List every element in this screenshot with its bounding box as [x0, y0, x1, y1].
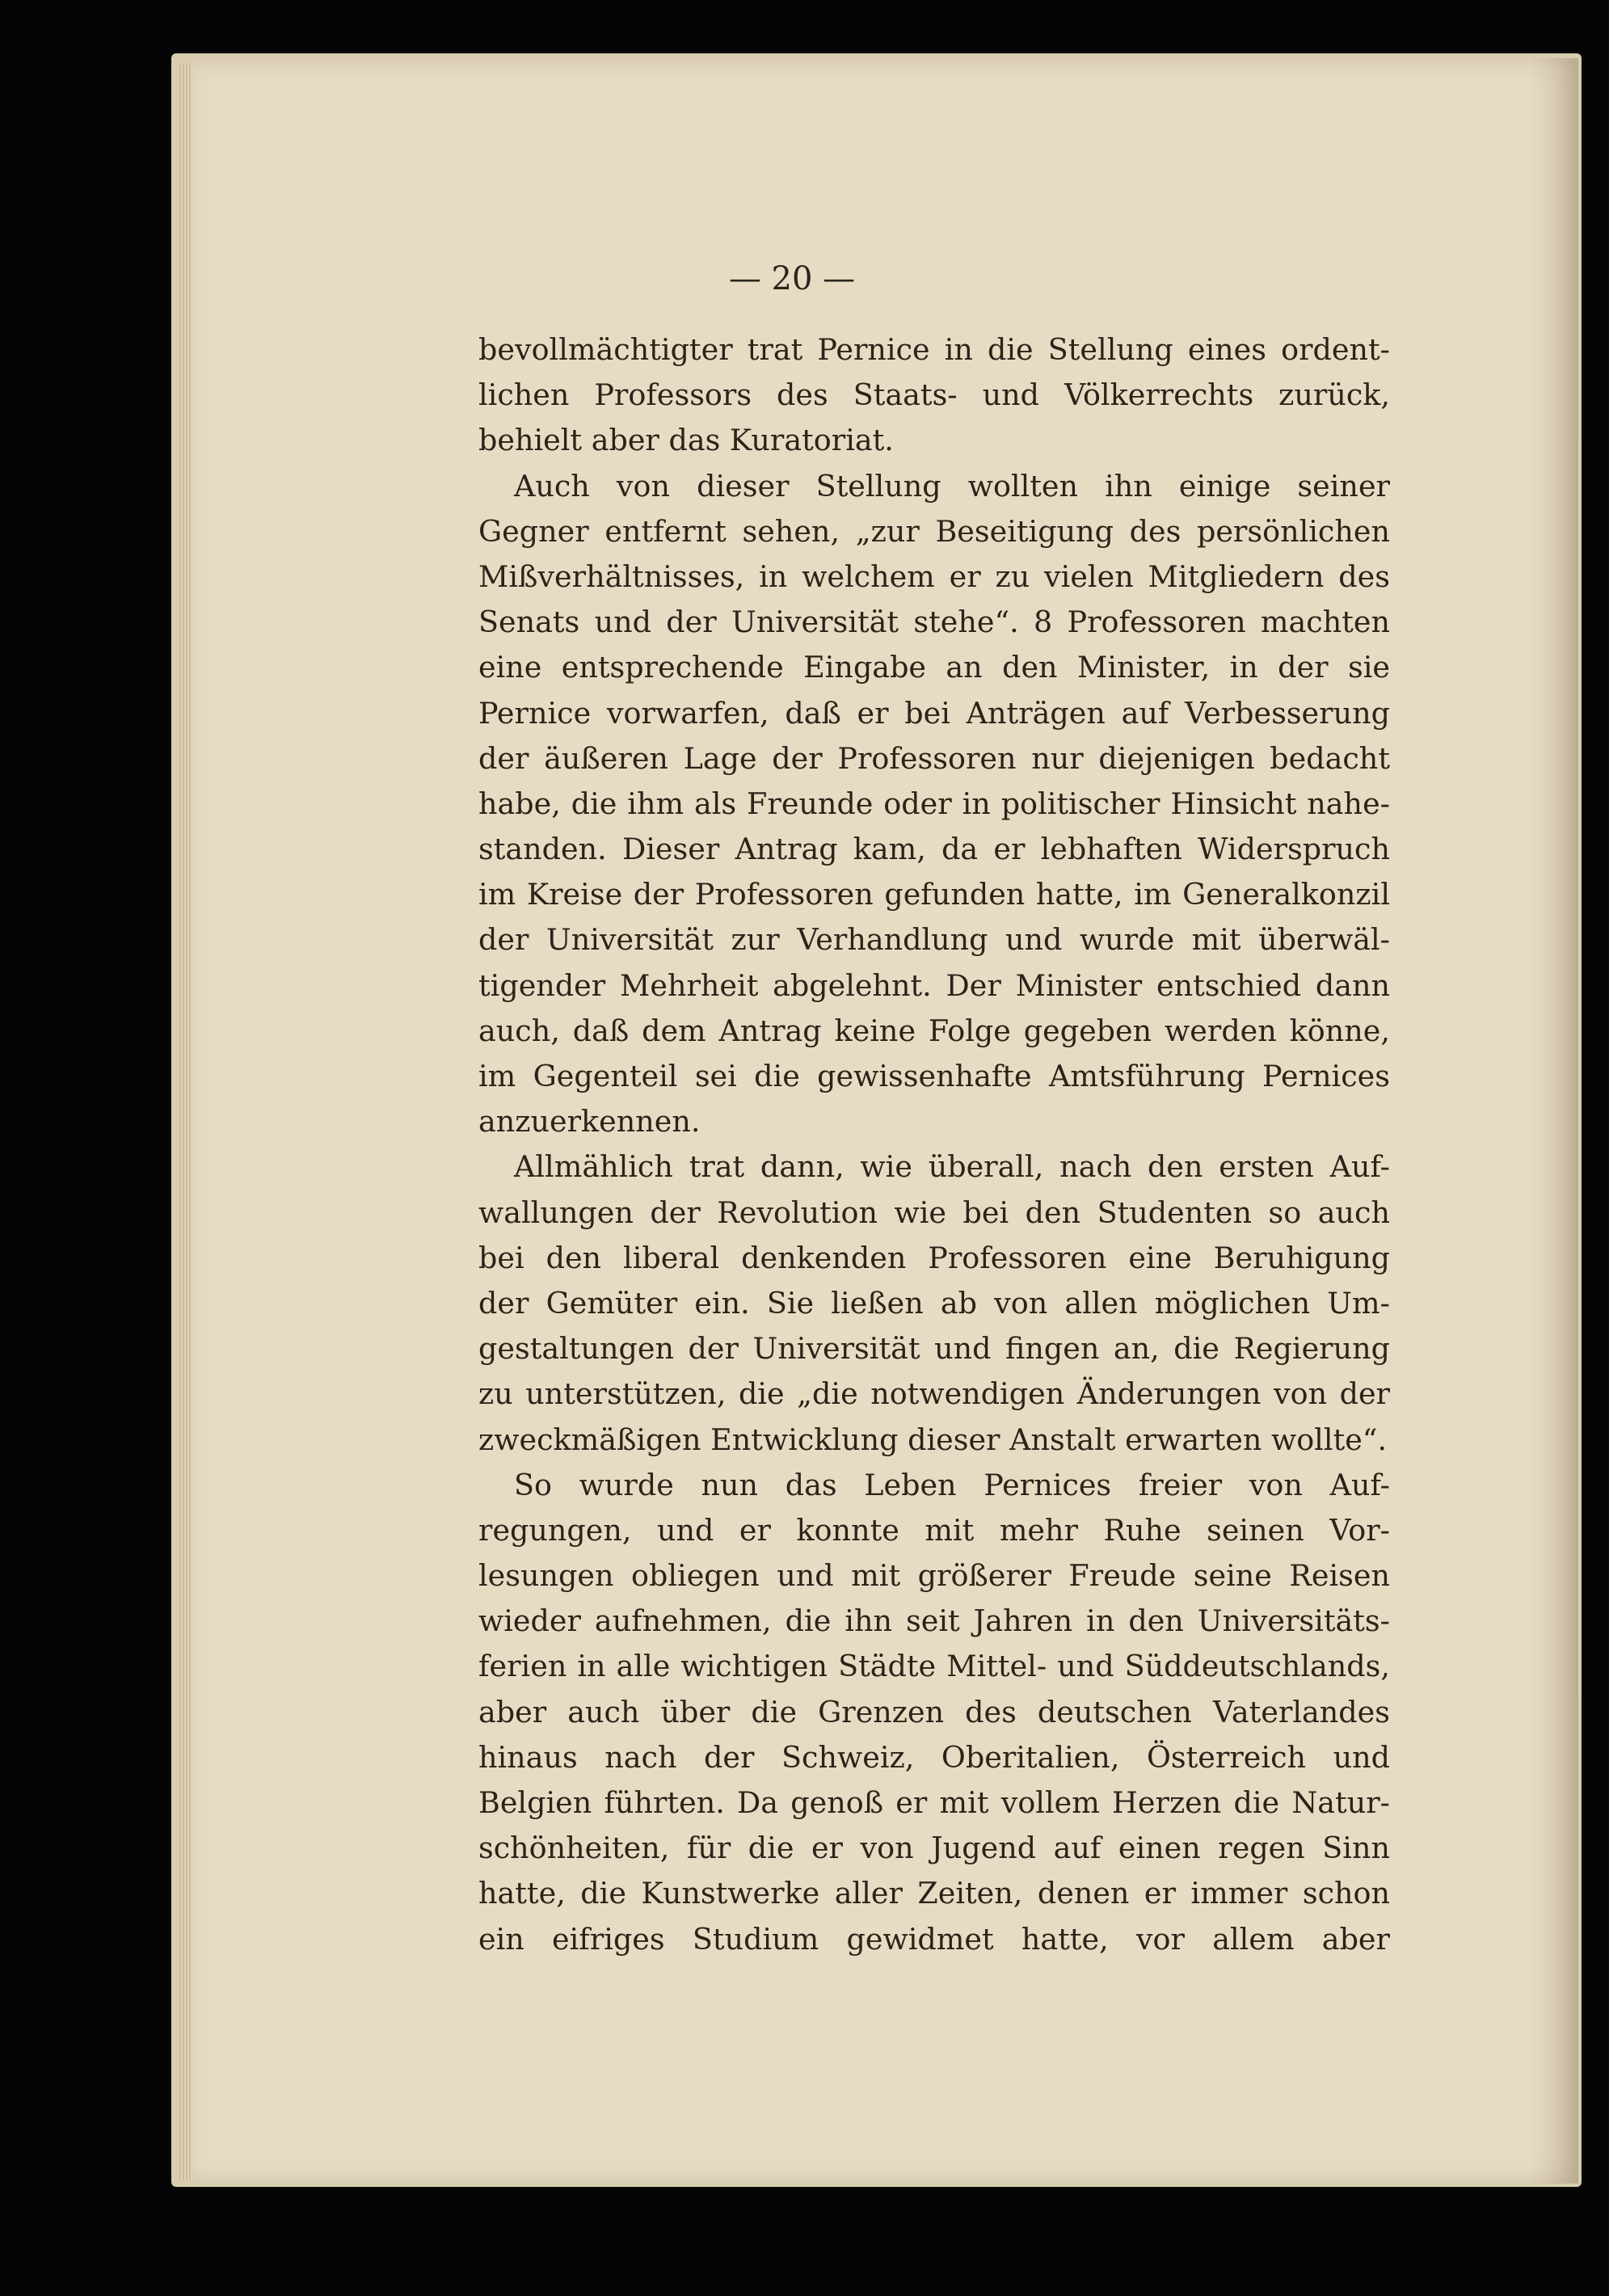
text-line: zweckmäßigen Entwicklung dieser Anstalt erwarten wollte“. — [478, 1422, 1388, 1457]
text-line: der Gemüter ein. Sie ließen ab von allen möglichen Um- — [478, 1285, 1390, 1321]
text-line: behielt aber das Kuratoriat. — [478, 423, 894, 458]
text-line: im Gegenteil sei die gewissenhafte Amtsführung Pernices — [478, 1059, 1390, 1093]
text-line: Belgien führten. Da genoß er mit vollem Herzen die Natur- — [478, 1785, 1390, 1820]
text-line: standen. Dieser Antrag kam, da er lebhaften Widerspruch — [478, 832, 1390, 867]
text-line: Allmählich trat dann, wie überall, nach den ersten Auf- — [514, 1149, 1390, 1185]
text-line: schönheiten, für die er von Jugend auf einen regen Sinn — [478, 1830, 1390, 1866]
body-text — [478, 327, 1390, 1962]
text-line: habe, die ihm als Freunde oder in politischer Hinsicht nahe- — [478, 786, 1390, 821]
text-line: auch, daß dem Antrag keine Folge gegeben werden könne, — [478, 1013, 1390, 1048]
text-line: Senats und der Universität stehe“. 8 Professoren machten — [478, 605, 1390, 640]
text-line: regungen, und er konnte mit mehr Ruhe seinen Vor- — [478, 1512, 1390, 1548]
text-line: So wurde nun das Leben Pernices freier von Auf- — [514, 1467, 1390, 1502]
text-line: der Universität zur Verhandlung und wurde mit überwäl- — [478, 922, 1390, 958]
text-line: tigender Mehrheit abgelehnt. Der Minister entschied dann — [478, 967, 1390, 1003]
text-line: Auch von dieser Stellung wollten ihn einige seiner — [514, 468, 1390, 503]
text-line: bei den liberal denkenden Professoren eine Beruhigung — [478, 1240, 1390, 1275]
text-line: lesungen obliegen und mit größerer Freude seine Reisen — [478, 1558, 1390, 1594]
text-line: eine entsprechende Eingabe an den Minister, in der sie — [478, 650, 1390, 685]
text-line: hatte, die Kunstwerke aller Zeiten, denen er immer schon — [478, 1876, 1390, 1911]
text-line: wieder aufnehmen, die ihn seit Jahren in den Universitäts- — [478, 1603, 1390, 1639]
text-line: ferien in alle wichtigen Städte Mittel- und Süddeutschlands, — [478, 1649, 1390, 1684]
text-line: Pernice vorwarfen, daß er bei Anträgen auf Verbesserung — [478, 695, 1390, 731]
text-line: Mißverhältnisses, in welchem er zu vielen Mitgliedern des — [478, 558, 1390, 594]
text-line: wallungen der Revolution wie bei den Studenten so auch — [478, 1194, 1390, 1230]
text-line: im Kreise der Professoren gefunden hatte, im Generalkonzil — [478, 877, 1390, 912]
text-line: zu unterstützen, die „die notwendigen Änderungen von der — [478, 1376, 1390, 1412]
text-line: gestaltungen der Universität und fingen an, die Regierung — [478, 1331, 1390, 1367]
text-line: der äußeren Lage der Professoren nur diejenigen bedacht — [478, 740, 1390, 776]
text-line: ein eifriges Studium gewidmet hatte, vor allem aber — [478, 1921, 1390, 1957]
text-line: Gegner entfernt sehen, „zur Beseitigung des persönlichen — [478, 513, 1390, 549]
text-line: hinaus nach der Schweiz, Oberitalien, Österreich und — [478, 1739, 1390, 1775]
page-number: — 20 — — [728, 260, 856, 297]
text-line: bevollmächtigter trat Pernice in die Stellung eines ordent- — [478, 332, 1390, 367]
text-line: anzuerkennen. — [478, 1104, 701, 1140]
text-line: aber auch über die Grenzen des deutschen Vaterlandes — [478, 1694, 1390, 1729]
binding-thread — [1576, 436, 1577, 1697]
text-line: lichen Professors des Staats- und Völkerrechts zurück, — [478, 377, 1390, 413]
